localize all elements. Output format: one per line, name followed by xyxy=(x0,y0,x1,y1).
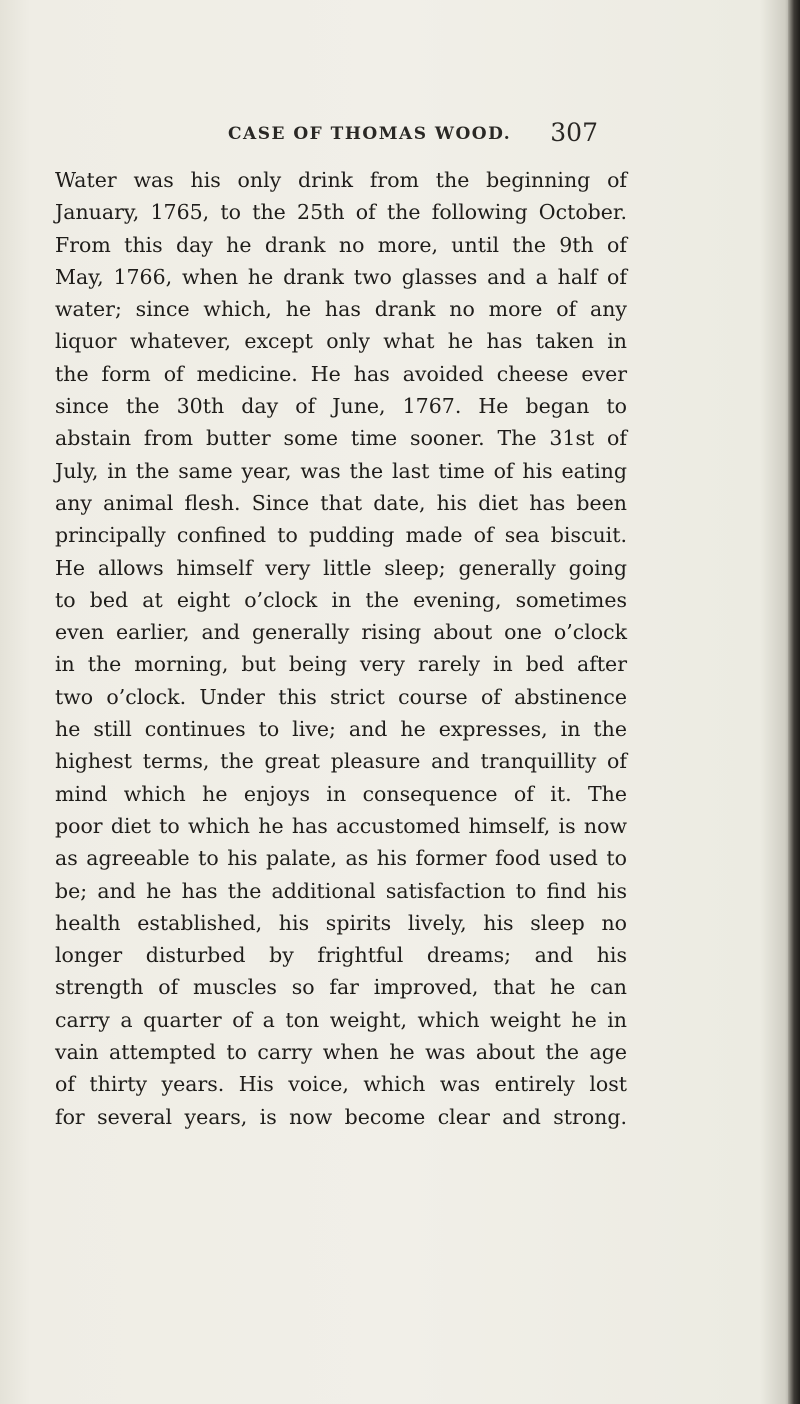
page-header xyxy=(228,118,598,148)
body-text xyxy=(55,164,627,1133)
text-line: as agreeable to his palate, as his former food used to xyxy=(55,846,627,871)
text-line: two o’clock. Under this strict course of abstinence xyxy=(55,684,627,709)
text-line: May, 1766, when he drank two glasses and a half of xyxy=(55,264,627,289)
text-line: in the morning, but being very rarely in bed after xyxy=(55,652,627,677)
text-line: July, in the same year, was the last time of his eating xyxy=(55,458,627,483)
text-line: liquor whatever, except only what he has taken in xyxy=(55,329,627,354)
text-line: for several years, is now become clear and strong. xyxy=(55,1104,627,1129)
text-line: longer disturbed by frightful dreams; and his xyxy=(55,943,627,968)
text-line: poor diet to which he has accustomed himself, is now xyxy=(55,813,627,838)
text-line: health established, his spirits lively, his sleep no xyxy=(55,910,627,935)
text-line: He allows himself very little sleep; generally going xyxy=(55,555,627,580)
text-line: mind which he enjoys in consequence of it. The xyxy=(55,781,627,806)
text-line: principally confined to pudding made of sea biscuit. xyxy=(55,523,627,548)
text-line: highest terms, the great pleasure and tranquillity of xyxy=(55,749,627,774)
text-line: carry a quarter of a ton weight, which weight he in xyxy=(55,1007,627,1032)
text-line: any animal flesh. Since that date, his diet has been xyxy=(55,490,627,515)
text-line: to bed at eight o’clock in the evening, sometimes xyxy=(55,587,627,612)
page-binding-edge xyxy=(788,0,800,1404)
text-line: of thirty years. His voice, which was entirely lost xyxy=(55,1072,627,1097)
text-line: From this day he drank no more, until the 9th of xyxy=(55,232,627,257)
text-line: even earlier, and generally rising about one o’clock xyxy=(55,620,627,645)
text-line: water; since which, he has drank no more of any xyxy=(55,297,627,322)
text-line: since the 30th day of June, 1767. He began to xyxy=(55,394,627,419)
text-line: be; and he has the additional satisfaction to find his xyxy=(55,878,627,903)
text-line: vain attempted to carry when he was about the age xyxy=(55,1040,627,1065)
running-head: CASE OF THOMAS WOOD. xyxy=(228,124,512,144)
text-line: January, 1765, to the 25th of the following October. xyxy=(55,200,627,225)
text-line: the form of medicine. He has avoided cheese ever xyxy=(55,361,627,386)
page-number: 307 xyxy=(550,118,598,147)
text-line: strength of muscles so far improved, that he can xyxy=(55,975,627,1000)
text-line: Water was his only drink from the beginning of xyxy=(55,168,627,192)
text-line: he still continues to live; and he expresses, in the xyxy=(55,717,627,742)
text-line: abstain from butter some time sooner. The 31st of xyxy=(55,426,627,451)
